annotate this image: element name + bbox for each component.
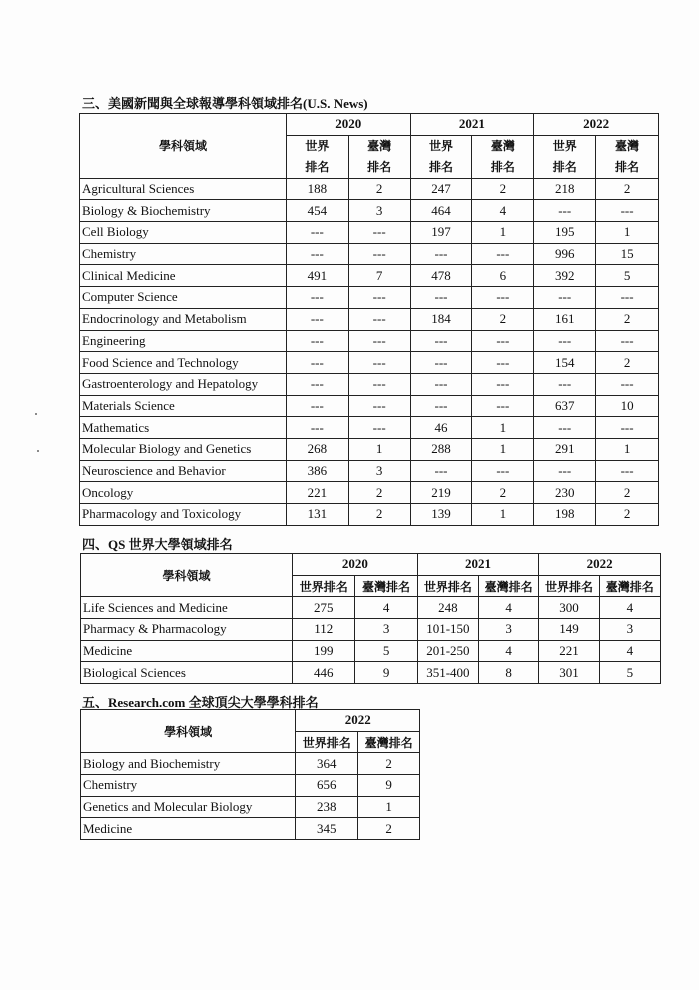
world-rank-cell: ---: [286, 243, 348, 265]
world-rank-cell: 454: [286, 200, 348, 222]
world-rank-header-line1: 世界: [552, 138, 577, 153]
taiwan-rank-cell: 2: [596, 352, 659, 374]
taiwan-rank-cell: ---: [348, 243, 410, 265]
year-header: 2021: [417, 554, 539, 576]
taiwan-rank-cell: ---: [472, 243, 534, 265]
world-rank-header: 世界排名: [539, 575, 599, 597]
subject-cell: Computer Science: [80, 287, 287, 309]
scan-speck: [37, 450, 39, 452]
field-header: 學科領域: [80, 114, 287, 179]
table-row: [81, 753, 420, 775]
table-row: [81, 619, 661, 641]
table-row: [81, 775, 420, 797]
subject-cell: Medicine: [81, 818, 296, 840]
taiwan-rank-cell: 2: [358, 753, 420, 775]
world-rank-cell: ---: [286, 287, 348, 309]
subject-cell: Biological Sciences: [81, 662, 293, 684]
world-rank-cell: ---: [534, 330, 596, 352]
taiwan-rank-cell: 4: [479, 597, 539, 619]
world-rank-cell: ---: [410, 330, 472, 352]
scan-speck: [35, 413, 37, 415]
world-rank-cell: 268: [286, 438, 348, 460]
taiwan-rank-cell: ---: [348, 352, 410, 374]
subject-cell: Molecular Biology and Genetics: [80, 438, 287, 460]
table-row: [81, 818, 420, 840]
taiwan-rank-cell: 3: [599, 619, 660, 641]
world-rank-cell: ---: [410, 287, 472, 309]
table-row: [80, 287, 659, 309]
taiwan-rank-cell: ---: [596, 373, 659, 395]
world-rank-cell: 131: [286, 504, 348, 526]
subject-cell: Chemistry: [80, 243, 287, 265]
world-rank-cell: 238: [296, 796, 358, 818]
year-header: 2022: [534, 114, 659, 136]
taiwan-rank-cell: 3: [348, 460, 410, 482]
taiwan-rank-header: 臺灣排名: [599, 575, 660, 597]
world-rank-cell: 351-400: [417, 662, 478, 684]
world-rank-cell: 491: [286, 265, 348, 287]
world-rank-cell: 188: [286, 178, 348, 200]
taiwan-rank-header-line2: 排名: [615, 159, 640, 174]
world-rank-cell: 112: [293, 619, 355, 641]
taiwan-rank-cell: ---: [472, 352, 534, 374]
section-title-usnews: 三、美國新聞與全球報導學科領域排名(U.S. News): [82, 96, 368, 111]
section-title-qs: 四、QS 世界大學領域排名: [82, 537, 233, 552]
taiwan-rank-cell: ---: [596, 200, 659, 222]
taiwan-rank-cell: 3: [348, 200, 410, 222]
table-row: [80, 352, 659, 374]
taiwan-rank-cell: ---: [596, 460, 659, 482]
subject-cell: Clinical Medicine: [80, 265, 287, 287]
world-rank-cell: 300: [539, 597, 599, 619]
taiwan-rank-cell: ---: [348, 417, 410, 439]
subject-cell: Endocrinology and Metabolism: [80, 308, 287, 330]
world-rank-cell: ---: [286, 330, 348, 352]
subject-cell: Medicine: [81, 640, 293, 662]
taiwan-rank-cell: ---: [472, 287, 534, 309]
taiwan-rank-header: 臺灣排名: [355, 575, 417, 597]
taiwan-rank-cell: ---: [596, 417, 659, 439]
taiwan-rank-cell: 9: [355, 662, 417, 684]
world-rank-cell: ---: [286, 308, 348, 330]
world-rank-cell: 291: [534, 438, 596, 460]
taiwan-rank-header-line1: 臺灣: [615, 138, 640, 153]
taiwan-rank-cell: 4: [599, 597, 660, 619]
subject-cell: Agricultural Sciences: [80, 178, 287, 200]
world-rank-cell: 198: [534, 504, 596, 526]
world-rank-cell: 478: [410, 265, 472, 287]
taiwan-rank-cell: ---: [472, 330, 534, 352]
taiwan-rank-cell: 4: [479, 640, 539, 662]
world-rank-cell: ---: [534, 373, 596, 395]
subject-cell: Oncology: [80, 482, 287, 504]
world-rank-cell: 201-250: [417, 640, 478, 662]
table-row: [80, 395, 659, 417]
taiwan-rank-cell: 1: [596, 438, 659, 460]
taiwan-rank-cell: ---: [472, 460, 534, 482]
table-row: [80, 178, 659, 200]
world-rank-cell: 248: [417, 597, 478, 619]
table-row: [80, 460, 659, 482]
world-rank-cell: ---: [286, 352, 348, 374]
taiwan-rank-header-line1: 臺灣: [490, 138, 515, 153]
world-rank-cell: 301: [539, 662, 599, 684]
subject-cell: Neuroscience and Behavior: [80, 460, 287, 482]
world-rank-cell: ---: [286, 222, 348, 244]
taiwan-rank-cell: 2: [348, 178, 410, 200]
world-rank-header: 世界排名: [293, 575, 355, 597]
qs-ranking-table: [80, 553, 661, 684]
world-rank-header: [410, 135, 472, 178]
world-rank-cell: 392: [534, 265, 596, 287]
taiwan-rank-cell: 2: [348, 482, 410, 504]
table-row: [80, 330, 659, 352]
subject-cell: Mathematics: [80, 417, 287, 439]
subject-cell: Engineering: [80, 330, 287, 352]
table-row: [80, 373, 659, 395]
taiwan-rank-cell: 10: [596, 395, 659, 417]
taiwan-rank-header: [472, 135, 534, 178]
taiwan-rank-cell: ---: [596, 330, 659, 352]
world-rank-cell: 199: [293, 640, 355, 662]
taiwan-rank-cell: 5: [355, 640, 417, 662]
field-header: 學科領域: [81, 554, 293, 597]
taiwan-rank-cell: 1: [472, 438, 534, 460]
world-rank-cell: 386: [286, 460, 348, 482]
world-rank-header-line2: 排名: [305, 159, 330, 174]
taiwan-rank-cell: ---: [596, 287, 659, 309]
taiwan-rank-cell: ---: [348, 373, 410, 395]
world-rank-cell: 149: [539, 619, 599, 641]
section-title-research: 五、Research.com 全球頂尖大學學科排名: [82, 695, 319, 710]
taiwan-rank-cell: ---: [348, 287, 410, 309]
taiwan-rank-cell: 5: [596, 265, 659, 287]
taiwan-rank-header-line2: 排名: [367, 159, 392, 174]
table-row: [81, 597, 661, 619]
table-row: [81, 640, 661, 662]
taiwan-rank-cell: ---: [472, 395, 534, 417]
world-rank-cell: ---: [286, 395, 348, 417]
world-rank-cell: ---: [534, 200, 596, 222]
taiwan-rank-cell: 15: [596, 243, 659, 265]
taiwan-rank-cell: 2: [472, 482, 534, 504]
research-ranking-table: [80, 709, 420, 840]
year-header: 2022: [539, 554, 661, 576]
world-rank-cell: 464: [410, 200, 472, 222]
table-row: [80, 243, 659, 265]
table-row: [80, 265, 659, 287]
subject-cell: Food Science and Technology: [80, 352, 287, 374]
table-row: [81, 796, 420, 818]
taiwan-rank-cell: 1: [358, 796, 420, 818]
world-rank-cell: 154: [534, 352, 596, 374]
year-header: 2022: [296, 710, 420, 732]
taiwan-rank-cell: 1: [348, 438, 410, 460]
taiwan-rank-cell: 1: [596, 222, 659, 244]
world-rank-cell: 288: [410, 438, 472, 460]
taiwan-rank-cell: ---: [348, 330, 410, 352]
taiwan-rank-cell: 2: [472, 178, 534, 200]
taiwan-rank-header: [596, 135, 659, 178]
subject-cell: Pharmacy & Pharmacology: [81, 619, 293, 641]
taiwan-rank-cell: 5: [599, 662, 660, 684]
world-rank-cell: ---: [286, 417, 348, 439]
subject-cell: Biology and Biochemistry: [81, 753, 296, 775]
world-rank-header: [286, 135, 348, 178]
table-row: [80, 308, 659, 330]
taiwan-rank-header: 臺灣排名: [479, 575, 539, 597]
subject-cell: Genetics and Molecular Biology: [81, 796, 296, 818]
world-rank-cell: 46: [410, 417, 472, 439]
taiwan-rank-cell: 1: [472, 504, 534, 526]
year-header: 2021: [410, 114, 534, 136]
world-rank-cell: 446: [293, 662, 355, 684]
taiwan-rank-cell: 2: [472, 308, 534, 330]
subject-cell: Life Sciences and Medicine: [81, 597, 293, 619]
world-rank-header: [534, 135, 596, 178]
table-row: [80, 200, 659, 222]
taiwan-rank-cell: 1: [472, 417, 534, 439]
world-rank-cell: ---: [410, 460, 472, 482]
world-rank-cell: 219: [410, 482, 472, 504]
world-rank-cell: 161: [534, 308, 596, 330]
subject-cell: Pharmacology and Toxicology: [80, 504, 287, 526]
world-rank-cell: 218: [534, 178, 596, 200]
table-row: [80, 482, 659, 504]
world-rank-cell: 139: [410, 504, 472, 526]
taiwan-rank-cell: 2: [358, 818, 420, 840]
taiwan-rank-cell: 7: [348, 265, 410, 287]
subject-cell: Biology & Biochemistry: [80, 200, 287, 222]
taiwan-rank-cell: 6: [472, 265, 534, 287]
taiwan-rank-cell: 9: [358, 775, 420, 797]
table-row: [80, 222, 659, 244]
year-header: 2020: [286, 114, 410, 136]
world-rank-cell: 364: [296, 753, 358, 775]
taiwan-rank-cell: ---: [348, 308, 410, 330]
world-rank-cell: 275: [293, 597, 355, 619]
world-rank-header-line1: 世界: [305, 138, 330, 153]
world-rank-cell: 184: [410, 308, 472, 330]
usnews-ranking-table: [79, 113, 659, 526]
subject-cell: Gastroenterology and Hepatology: [80, 373, 287, 395]
subject-cell: Chemistry: [81, 775, 296, 797]
taiwan-rank-cell: 2: [596, 178, 659, 200]
world-rank-cell: ---: [534, 287, 596, 309]
taiwan-rank-cell: 4: [599, 640, 660, 662]
world-rank-cell: 101-150: [417, 619, 478, 641]
taiwan-rank-cell: 4: [472, 200, 534, 222]
subject-cell: Cell Biology: [80, 222, 287, 244]
taiwan-rank-cell: 8: [479, 662, 539, 684]
world-rank-cell: ---: [534, 460, 596, 482]
taiwan-rank-cell: 2: [596, 482, 659, 504]
world-rank-cell: ---: [410, 373, 472, 395]
world-rank-cell: 345: [296, 818, 358, 840]
taiwan-rank-cell: 3: [479, 619, 539, 641]
taiwan-rank-cell: 1: [472, 222, 534, 244]
world-rank-cell: 197: [410, 222, 472, 244]
world-rank-cell: 221: [539, 640, 599, 662]
taiwan-rank-cell: ---: [472, 373, 534, 395]
world-rank-cell: 195: [534, 222, 596, 244]
taiwan-rank-header: [348, 135, 410, 178]
taiwan-rank-header-line2: 排名: [490, 159, 515, 174]
world-rank-header-line2: 排名: [552, 159, 577, 174]
table-row: [80, 438, 659, 460]
world-rank-header: 世界排名: [296, 731, 358, 753]
world-rank-header: 世界排名: [417, 575, 478, 597]
taiwan-rank-cell: ---: [348, 395, 410, 417]
world-rank-cell: ---: [410, 243, 472, 265]
world-rank-cell: 637: [534, 395, 596, 417]
taiwan-rank-cell: ---: [348, 222, 410, 244]
field-header: 學科領域: [81, 710, 296, 753]
taiwan-rank-cell: 3: [355, 619, 417, 641]
taiwan-rank-cell: 2: [348, 504, 410, 526]
table-row: [80, 504, 659, 526]
world-rank-cell: ---: [410, 352, 472, 374]
world-rank-cell: 247: [410, 178, 472, 200]
world-rank-header-line1: 世界: [429, 138, 454, 153]
world-rank-cell: ---: [534, 417, 596, 439]
taiwan-rank-cell: 2: [596, 504, 659, 526]
taiwan-rank-header-line1: 臺灣: [367, 138, 392, 153]
taiwan-rank-cell: 4: [355, 597, 417, 619]
subject-cell: Materials Science: [80, 395, 287, 417]
world-rank-cell: 656: [296, 775, 358, 797]
world-rank-cell: 996: [534, 243, 596, 265]
world-rank-cell: 230: [534, 482, 596, 504]
table-row: [80, 417, 659, 439]
taiwan-rank-header: 臺灣排名: [358, 731, 420, 753]
table-row: [81, 662, 661, 684]
world-rank-cell: ---: [410, 395, 472, 417]
world-rank-header-line2: 排名: [429, 159, 454, 174]
world-rank-cell: 221: [286, 482, 348, 504]
world-rank-cell: ---: [286, 373, 348, 395]
taiwan-rank-cell: 2: [596, 308, 659, 330]
year-header: 2020: [293, 554, 418, 576]
